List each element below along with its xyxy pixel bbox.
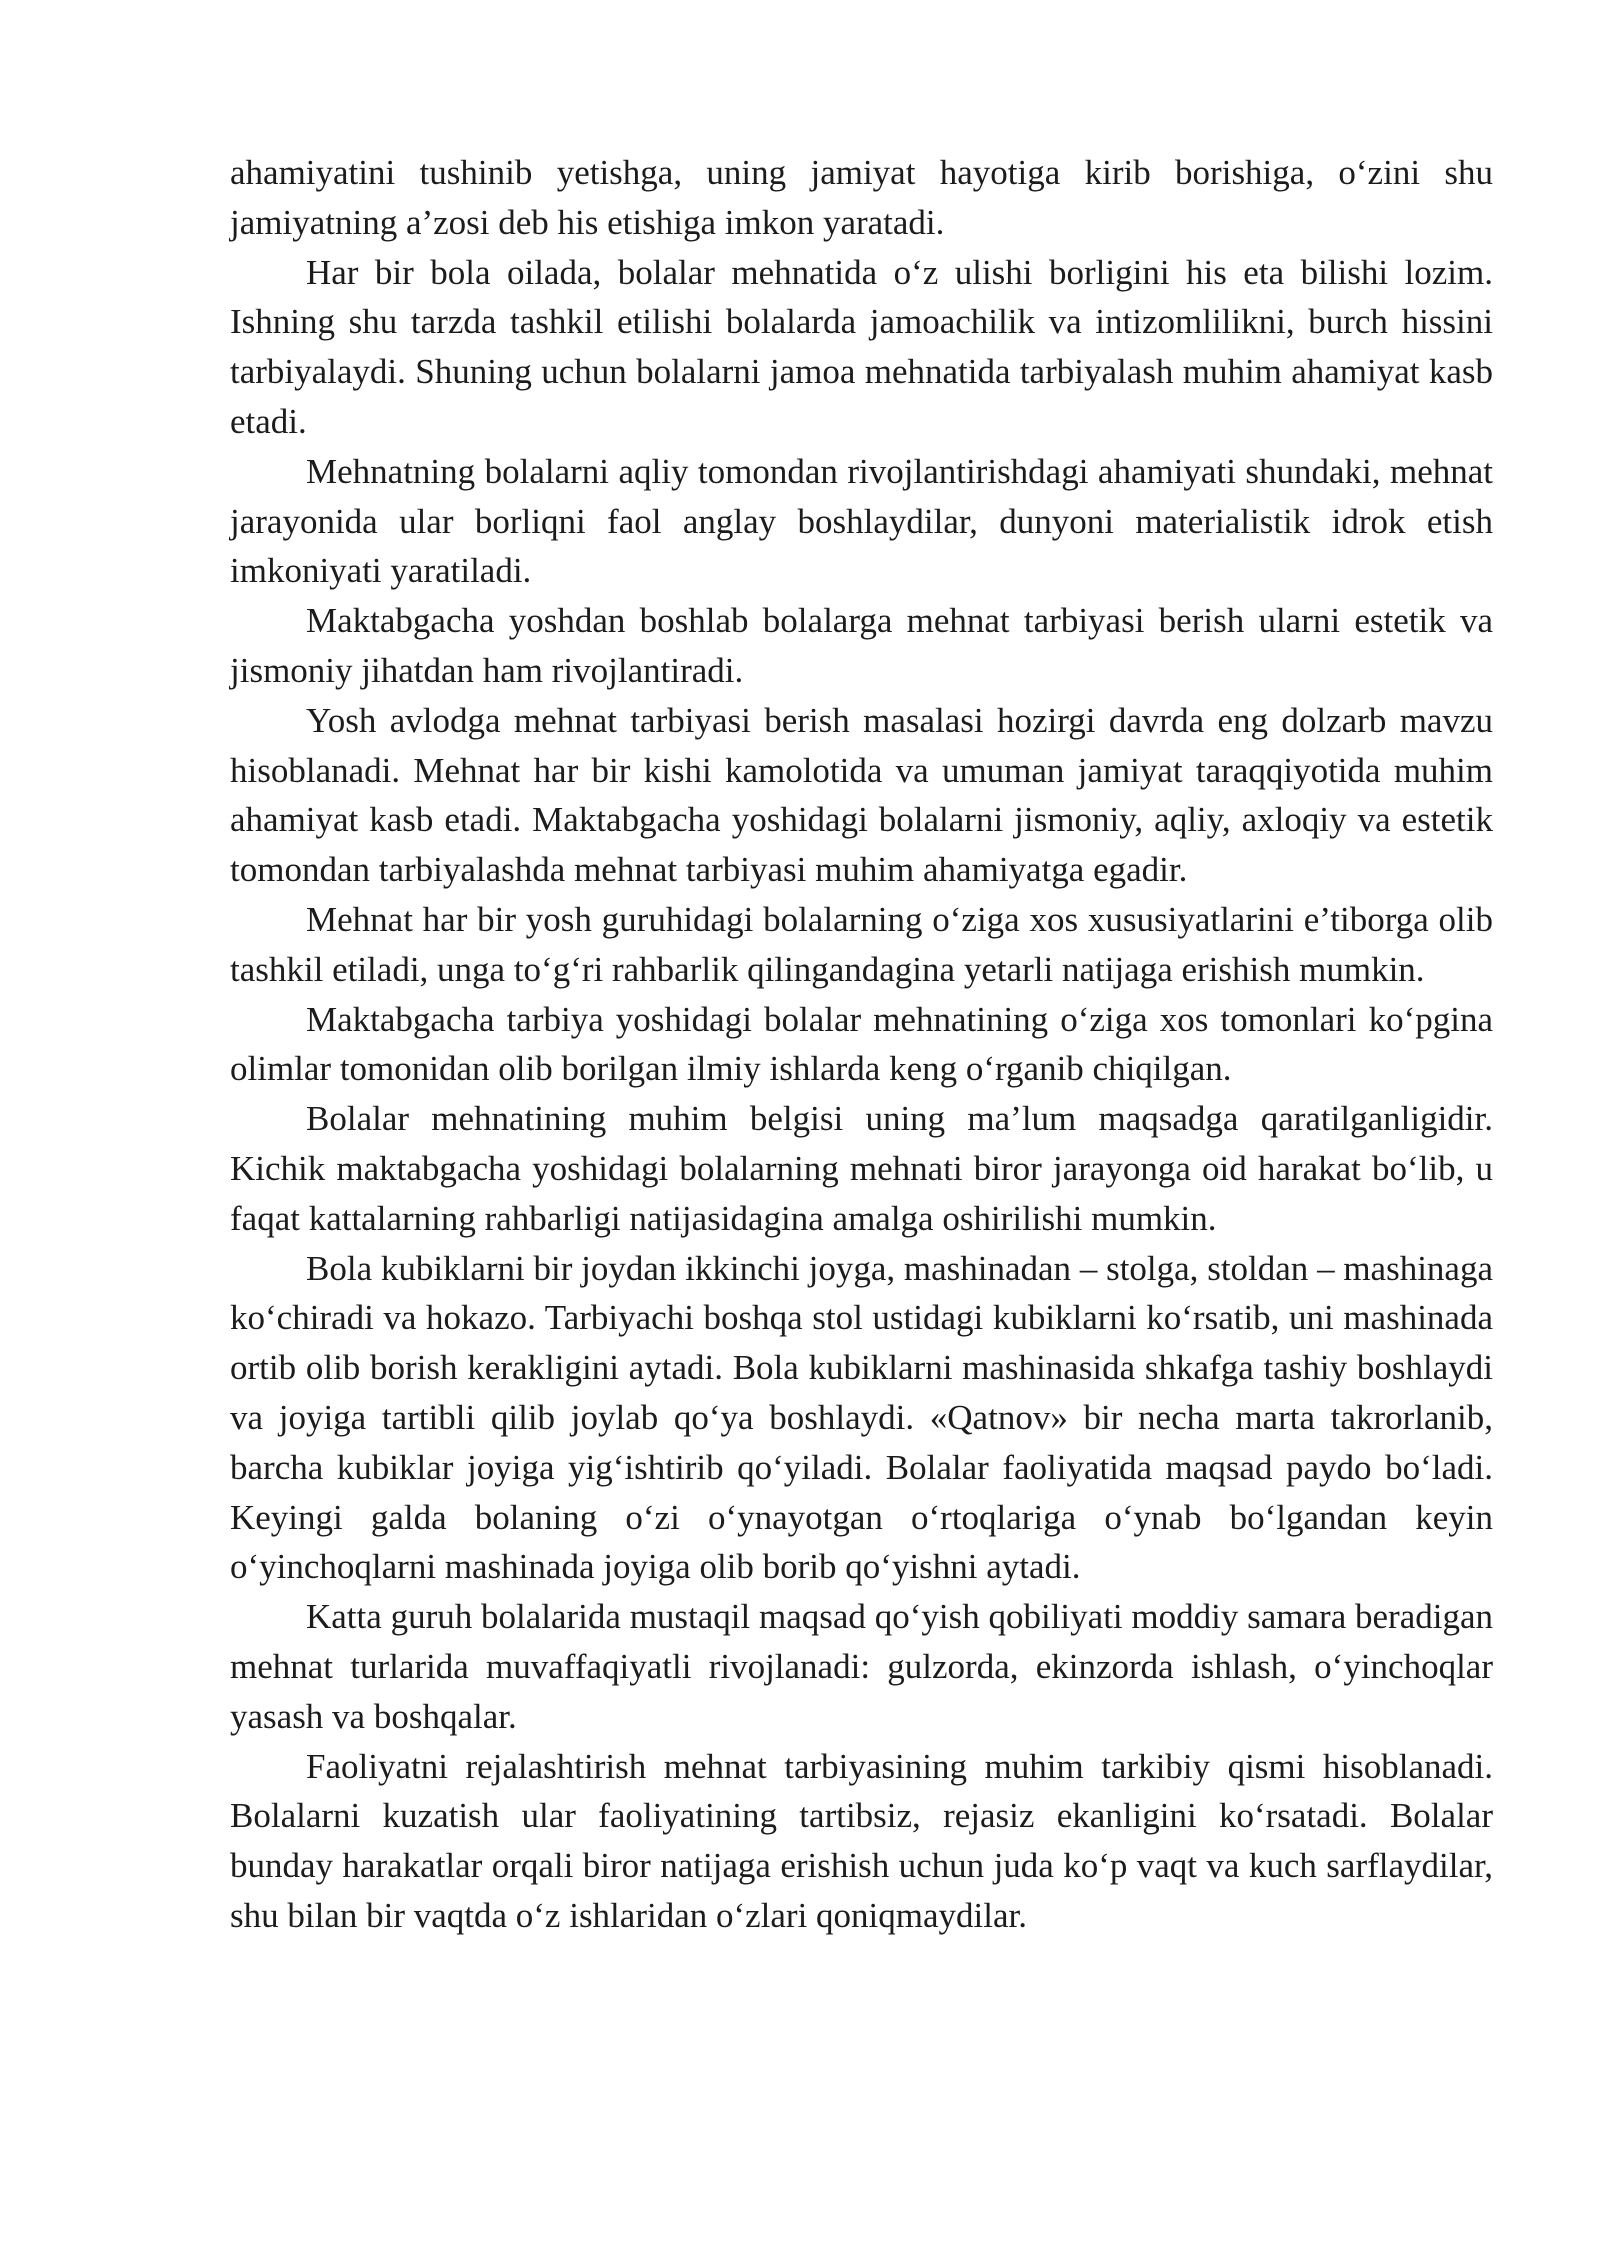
paragraph: Mehnat har bir yosh guruhidagi bolalarning o‘ziga xos xususiyatlarini e’tiborga olib tashkil etiladi, unga to‘g‘ri rahbarlik qilingandagina yetarli natijaga erishish mumkin. <box>230 899 1493 989</box>
paragraph: Katta guruh bolalarida mustaqil maqsad qo‘yish qobiliyati moddiy samara beradigan mehnat turlarida muvaffaqiyatli rivojlanadi: gulzorda, ekinzorda ishlash, o‘yinchoqlar yasash va boshqalar. <box>230 1597 1493 1736</box>
paragraph-continuation: ahamiyatini tushinib yetishga, uning jamiyat hayotiga kirib borishiga, o‘zini shu jamiyatning a’zosi deb his etishiga imkon yaratadi. <box>230 153 1493 242</box>
paragraph: Bola kubiklarni bir joydan ikkinchi joyga, mashinadan – stolga, stoldan – mashinaga ko‘chiradi va hokazo. Tarbiyachi boshqa stol ustidagi kubiklarni ko‘rsatib, uni mashinada ortib olib borish kerakligini aytadi. Bola kubiklarni mashinasida shkafga tashiy boshlaydi va joyiga tartibli qilib joylab qo‘ya boshlaydi. «Qatnov» bir necha marta takrorlanib, barcha kubiklar joyiga yig‘ishtirib qo‘yiladi. Bolalar faoliyatida maqsad paydo bo‘ladi. Keyingi galda bolaning o‘zi o‘ynayotgan o‘rtoqlariga o‘ynab bo‘lgandan keyin o‘yinchoqlarni mashinada joyiga olib borib qo‘yishni aytadi. <box>230 1248 1493 1587</box>
paragraph: Har bir bola oilada, bolalar mehnatida o‘z ulishi borligini his eta bilishi lozim. Ishning shu tarzda tashkil etilishi bolalarda jamoachilik va intizomlilikni, burch hissini tarbiyalaydi. Shuning uchun bolalarni jamoa mehnatida tarbiyalash muhim ahamiyat kasb etadi. <box>230 252 1493 441</box>
document-page <box>230 148 1493 1941</box>
paragraph: Maktabgacha yoshdan boshlab bolalarga mehnat tarbiyasi berish ularni estetik va jismoniy jihatdan ham rivojlantiradi. <box>230 601 1493 690</box>
paragraph: Faoliyatni rejalashtirish mehnat tarbiyasining muhim tarkibiy qismi hisoblanadi. Bolalarni kuzatish ular faoliyatining tartibsiz, rejasiz ekanligini ko‘rsatadi. Bolalar bunday harakatlar orqali biror natijaga erishish uchun juda ko‘p vaqt va kuch sarflaydilar, shu bilan bir vaqtda o‘z ishlaridan o‘zlari qoniqmaydilar. <box>230 1746 1493 1935</box>
paragraph: Mehnatning bolalarni aqliy tomondan rivojlantirishdagi ahamiyati shundaki, mehnat jarayonida ular borliqni faol anglay boshlaydilar, dunyoni materialistik idrok etish imkoniyati yaratiladi. <box>230 451 1493 591</box>
paragraph: Yosh avlodga mehnat tarbiyasi berish masalasi hozirgi davrda eng dolzarb mavzu hisoblanadi. Mehnat har bir kishi kamolotida va umuman jamiyat taraqqiyotida muhim ahamiyat kasb etadi. Maktabgacha yoshidagi bolalarni jismoniy, aqliy, axloqiy va estetik tomondan tarbiyalashda mehnat tarbiyasi muhim ahamiyatga egadir. <box>230 700 1493 890</box>
paragraph: Bolalar mehnatining muhim belgisi uning ma’lum maqsadga qaratilganligidir. Kichik maktabgacha yoshidagi bolalarning mehnati biror jarayonga oid harakat bo‘lib, u faqat kattalarning rahbarligi natijasidagina amalga oshirilishi mumkin. <box>230 1099 1493 1238</box>
paragraph: Maktabgacha tarbiya yoshidagi bolalar mehnatining o‘ziga xos tomonlari ko‘pgina olimlar tomonidan olib borilgan ilmiy ishlarda keng o‘rganib chiqilgan. <box>230 999 1493 1089</box>
